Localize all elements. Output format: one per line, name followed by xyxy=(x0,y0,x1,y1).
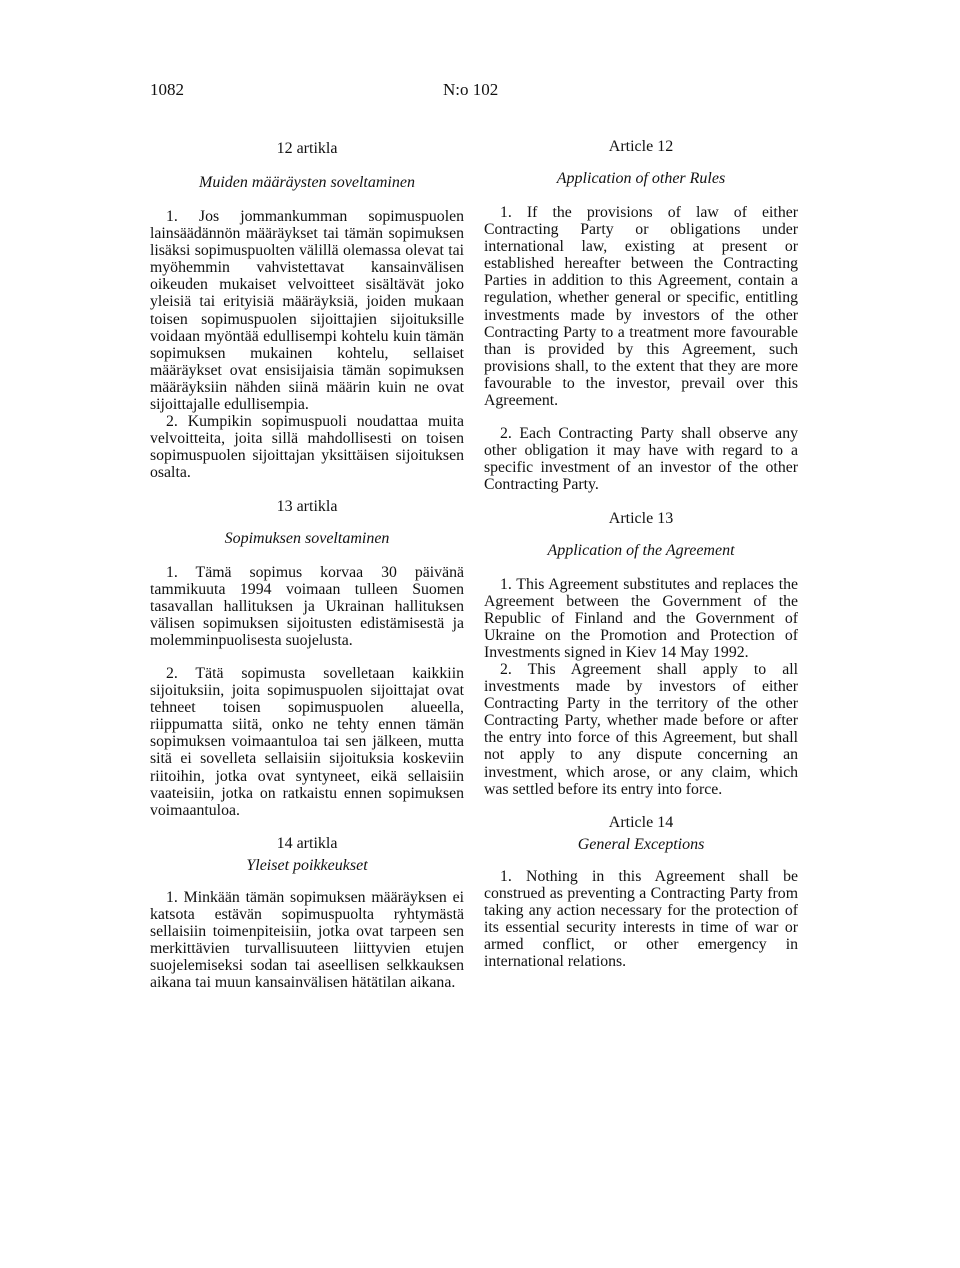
fi-article-12-paragraph-2: 2. Kumpikin sopimuspuoli noudattaa muita velvoitteita, joita sillä mahdollisesti on toisen sopimuspuolen sijoittajan yksittäisen sijoituksen osalta. xyxy=(150,413,464,482)
en-article-13-subtitle: Application of the Agreement xyxy=(547,541,735,559)
fi-article-14-paragraph-1: 1. Minkään tämän sopimuksen määräyksen ei katsota estävän sopimuspuolta ryhtymästä sellaisiin toimenpiteisiin, jotka ovat tarpeen sen merkittävien turvallisuuteen liittyvien etujen suojelemiseksi sodan tai aseellisen selkkauksen aikana tai muun kansainvälisen hätätilan aikana. xyxy=(150,888,464,992)
finnish-column xyxy=(150,138,464,991)
fi-article-13-title: 13 artikla xyxy=(276,497,338,515)
fi-article-14-title: 14 artikla xyxy=(276,834,338,852)
english-column xyxy=(484,138,798,970)
en-article-14-subtitle: General Exceptions xyxy=(577,835,705,853)
en-article-12-subtitle: Application of other Rules xyxy=(556,170,726,187)
fi-article-12-paragraph-1: 1. Jos jommankumman sopimuspuolen lainsäädännön määräykset tai tämän sopimuksen lisäksi sopimuspuolten välillä olemassa olevat tai myöhemmin vahvistettavat kansainvälisen oikeuden mukaiset velvoitteet sisältävät joko yleisiä tai erityisiä määräyksiä, joiden mukaan toisen sopimuspuolen sijoittajien sijoituksille voidaan myöntää edullisempi kohtelu kuin tämän sopimuksen mukainen kohtelu, sellaiset määräykset ovat ensisijaisia tämän sopimuksen määräyksiin nähden siinä määrin kuin ne ovat sijoittajalle edullisempia. xyxy=(150,208,464,414)
fi-article-13-paragraph-2: 2. Tätä sopimusta sovelletaan kaikkiin sijoituksiin, joita sopimuspuolen sijoittajat ovat tehneet toisen sopimuspuolen alueella, riippumatta siitä, onko ne tehty ennen tämän sopimuksen voimaantuloa tai sen jälkeen, mutta sitä ei sovelleta sellaisiin sijoituksia koskeviin riitoihin, jotka ovat syntyneet, eikä sellaisiin vaateisiin, jotka on ratkaistu ennen sopimuksen voimaantuloa. xyxy=(150,664,464,819)
en-article-14-title: Article 14 xyxy=(608,813,674,831)
fi-article-12-title: 12 artikla xyxy=(276,140,338,157)
page-number: 1082 xyxy=(150,80,184,99)
fi-article-12-subtitle: Muiden määräysten soveltaminen xyxy=(199,174,415,191)
fi-article-13-paragraph-1: 1. Tämä sopimus korvaa 30 päivänä tammikuuta 1994 voimaan tulleen Suomen tasavallan hallituksen ja Ukrainan hallituksen välisen sopimuksen sijoitusten edistämisestä ja molemminpuolisesta suojelusta. xyxy=(150,563,464,649)
en-article-12-paragraph-2: 2. Each Contracting Party shall observe any other obligation it may have with regard to a specific investment of an investor of the other Contracting Party. xyxy=(484,425,798,494)
fi-article-13-subtitle: Sopimuksen soveltaminen xyxy=(224,529,390,547)
fi-article-14-subtitle: Yleiset poikkeukset xyxy=(246,856,368,874)
en-article-14-paragraph-1: 1. Nothing in this Agreement shall be construed as preventing a Contracting Party from taking any action necessary for the protection of its essential security interests in time of war or armed conflict, or other emergency in international relations. xyxy=(484,867,798,971)
page-header xyxy=(0,80,960,104)
en-article-13-paragraph-2: 2. This Agreement shall apply to all investments made by investors of either Contracting Party in the territory of the other Contracting Party, whether made before or after the entry into force of this Agreement, but shall not apply to any dispute concerning an investment, which arose, or any claim, which was settled before its entry into force. xyxy=(484,660,798,798)
gazette-number: N:o 102 xyxy=(443,80,499,99)
en-article-13-paragraph-1: 1. This Agreement substitutes and replaces the Agreement between the Government of the Republic of Finland and the Government of Ukraine on the Promotion and Protection of Investments signed in Kiev 14 May 1992. xyxy=(484,575,798,661)
en-article-12-paragraph-1: 1. If the provisions of law of either Contracting Party or obligations under international law, existing at present or established hereafter between the Contracting Parties in addition to this Agreement, contain a regulation, whether general or specific, entitling investments made by investors of the other Contracting Party to a treatment more favourable than is provided by this Agreement, such provisions shall, to the extent that they are more favourable to the investor, prevail over this Agreement. xyxy=(484,204,798,410)
en-article-12-title: Article 12 xyxy=(608,138,674,155)
en-article-13-title: Article 13 xyxy=(608,509,674,527)
